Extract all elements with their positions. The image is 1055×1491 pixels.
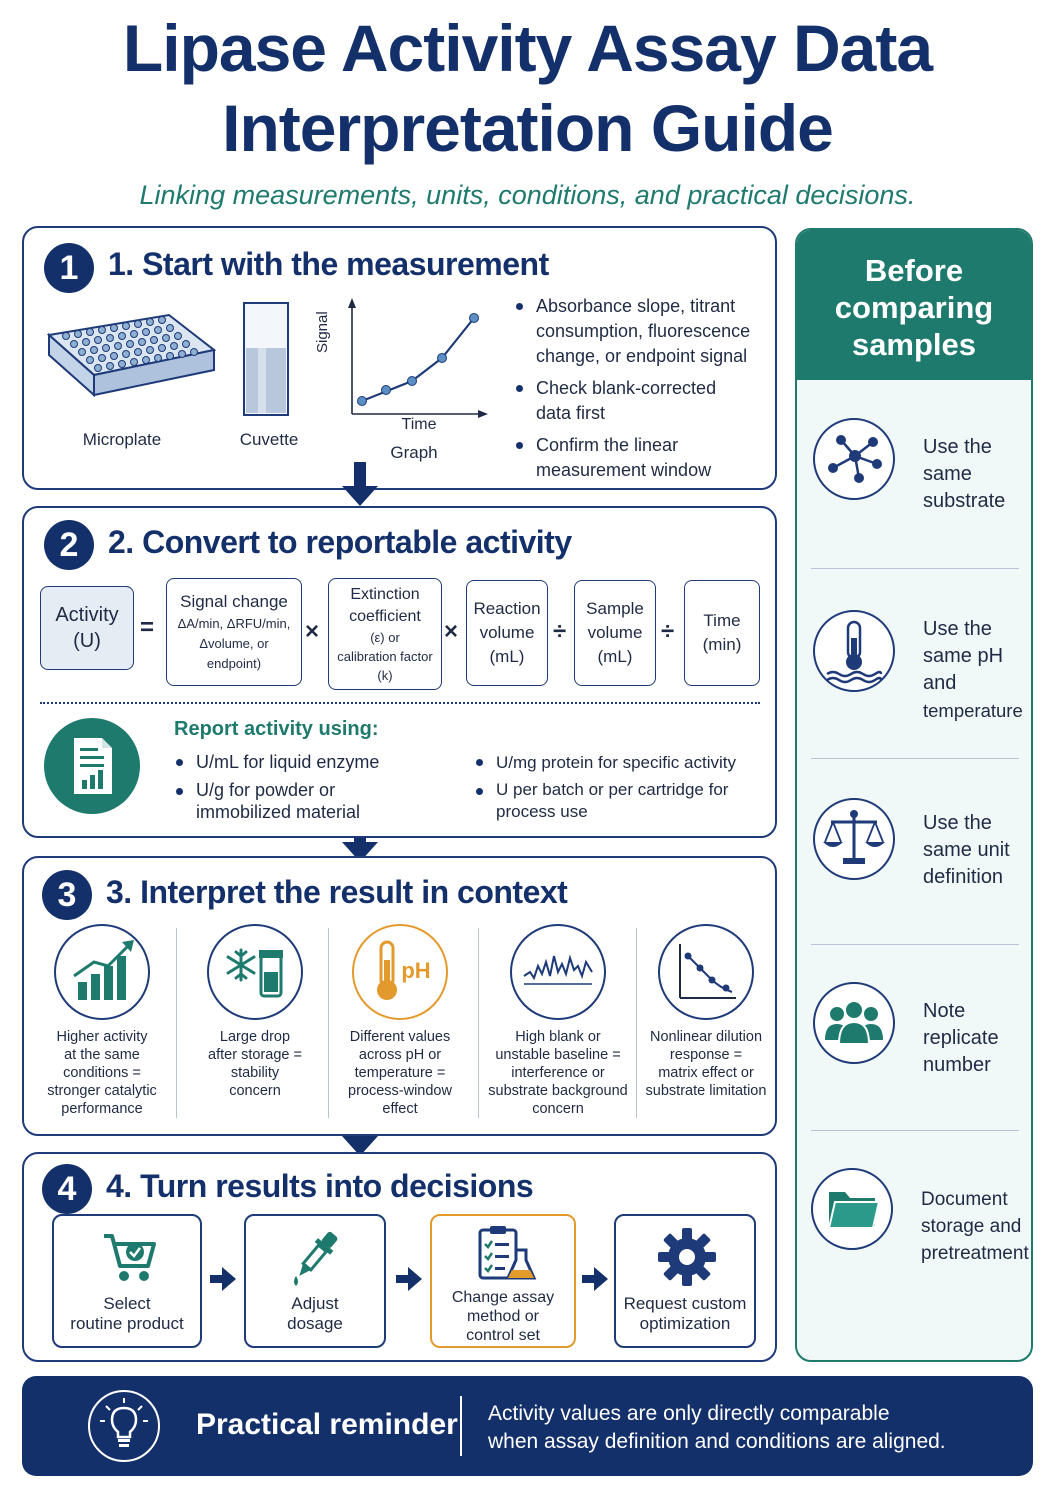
context-text-3: Different values across pH or temperature = process-window effect xyxy=(348,1029,452,1117)
noisy-baseline-icon xyxy=(510,924,606,1020)
dropper-icon xyxy=(286,1226,346,1290)
section-1-title: 1. Start with the measurement xyxy=(108,246,549,282)
before-comparing-sidebar xyxy=(795,228,1033,1362)
bullet-item: Check blank-corrected data first xyxy=(514,376,774,426)
extinction-coefficient-box: Extinction coefficient (ε) or calibration factor (k) xyxy=(328,578,442,690)
page-subtitle: Linking measurements, units, conditions, and practical decisions. xyxy=(139,180,916,210)
section-4-number: 4 xyxy=(42,1164,92,1214)
dilution-curve-icon xyxy=(658,924,754,1020)
sidebar-divider xyxy=(811,568,1019,569)
clipboard-flask-icon xyxy=(474,1224,538,1286)
lightbulb-icon xyxy=(88,1390,160,1462)
multiply-sign: × xyxy=(444,618,459,645)
section-4-title: 4. Turn results into decisions xyxy=(106,1168,534,1204)
sample-volume-box: Sample volume (mL) xyxy=(574,580,656,686)
page-title-line-2: Interpretation Guide xyxy=(222,91,833,165)
section-1-panel xyxy=(22,226,777,490)
request-custom-optimization-button[interactable]: Request custom optimization xyxy=(614,1214,756,1348)
ph-text: pH xyxy=(401,958,431,983)
report-units-right xyxy=(474,750,774,830)
graph-label: Graph xyxy=(390,443,438,462)
cuvette-icon xyxy=(236,298,296,423)
bullet-item: Absorbance slope, titrant consumption, fluorescence change, or endpoint signal xyxy=(514,294,774,369)
context-text-4: High blank or unstable baseline = interference or substrate background concern xyxy=(488,1029,628,1117)
rising-bar-chart-icon xyxy=(54,924,150,1020)
bullet-item: U/mg protein for specific activity xyxy=(474,750,774,775)
footer-text: Activity values are only directly comparable when assay definition and conditions are aligned. xyxy=(488,1402,946,1453)
bullet-item: Confirm the linear measurement window xyxy=(514,433,774,483)
down-arrow-1 xyxy=(340,462,380,508)
graph-y-label: Signal xyxy=(314,311,331,353)
divider xyxy=(478,928,479,1118)
sidebar-divider xyxy=(811,944,1019,945)
folder-icon xyxy=(811,1168,893,1250)
microplate-label: Microplate xyxy=(82,430,162,449)
section-3-number: 3 xyxy=(42,870,92,920)
bullet-item: U/mL for liquid enzyme xyxy=(174,750,454,775)
people-group-icon xyxy=(813,982,895,1064)
signal-time-graph xyxy=(324,296,494,431)
footer-divider xyxy=(460,1396,462,1456)
shopping-cart-check-icon xyxy=(100,1228,160,1286)
report-title: Report activity using: xyxy=(174,718,379,740)
context-text-5: Nonlinear dilution response = matrix effect or substrate limitation xyxy=(645,1029,767,1099)
section-3-title: 3. Interpret the result in context xyxy=(106,874,568,910)
sidebar-text-1: Use the same substrate xyxy=(923,436,1006,512)
right-arrow-icon xyxy=(396,1266,424,1292)
divider xyxy=(328,928,329,1118)
right-arrow-icon xyxy=(210,1266,238,1292)
divide-sign: ÷ xyxy=(553,618,567,645)
practical-reminder-banner xyxy=(22,1376,1033,1476)
bullet-item: U per batch or per cartridge for process use xyxy=(474,779,774,823)
divide-sign: ÷ xyxy=(661,618,675,645)
cuvette-label: Cuvette xyxy=(239,430,299,449)
report-icon xyxy=(44,718,140,814)
sidebar-text-5: Document storage and pretreatment xyxy=(921,1189,1029,1264)
time-box: Time (min) xyxy=(684,580,760,686)
sidebar-text-4: Note replicate number xyxy=(923,1000,999,1076)
multiply-sign: × xyxy=(305,618,320,645)
footer-label: Practical reminder xyxy=(196,1408,458,1441)
report-units-left xyxy=(174,750,454,830)
bullet-item: U/g for powder or immobilized material xyxy=(174,779,454,823)
gear-icon xyxy=(656,1226,718,1288)
thermometer-water-icon xyxy=(813,610,895,692)
sidebar-title: Before comparing samples xyxy=(797,230,1031,380)
activity-box: Activity (U) xyxy=(40,586,134,670)
sidebar-divider xyxy=(811,1130,1019,1131)
adjust-dosage-button[interactable]: Adjust dosage xyxy=(244,1214,386,1348)
sidebar-text-2: Use the same pH and temperature xyxy=(923,618,1023,721)
select-routine-product-button[interactable]: Select routine product xyxy=(52,1214,202,1348)
section-1-number: 1 xyxy=(44,243,94,293)
section-3-panel xyxy=(22,856,777,1136)
snowflake-vial-icon xyxy=(207,924,303,1020)
divider xyxy=(176,928,177,1118)
reaction-volume-box: Reaction volume (mL) xyxy=(466,580,548,686)
equals-sign: = xyxy=(140,614,155,641)
balance-scale-icon xyxy=(813,798,895,880)
section-2-title: 2. Convert to reportable activity xyxy=(108,524,572,560)
context-text-1: Higher activity at the same conditions = stronger catalytic performance xyxy=(47,1029,157,1117)
molecule-icon xyxy=(813,418,895,500)
signal-change-box: Signal change ΔA/min, ΔRFU/min, Δvolume, or endpoint) xyxy=(166,578,302,686)
dotted-divider xyxy=(40,702,760,704)
section-4-panel xyxy=(22,1152,777,1362)
graph-x-label: Time xyxy=(401,416,437,433)
section-2-panel xyxy=(22,506,777,838)
right-arrow-icon xyxy=(582,1266,610,1292)
thermometer-ph-icon xyxy=(352,924,448,1020)
context-text-2: Large drop after storage = stability concern xyxy=(208,1029,302,1099)
section-2-number: 2 xyxy=(44,520,94,570)
page-title-line-1: Lipase Activity Assay Data xyxy=(122,11,933,85)
sidebar-text-3: Use the same unit definition xyxy=(923,812,1010,888)
sidebar-divider xyxy=(811,758,1019,759)
change-assay-method-button[interactable]: Change assay method or control set xyxy=(430,1214,576,1348)
microplate-icon xyxy=(44,300,219,430)
measurement-bullets xyxy=(514,294,774,490)
